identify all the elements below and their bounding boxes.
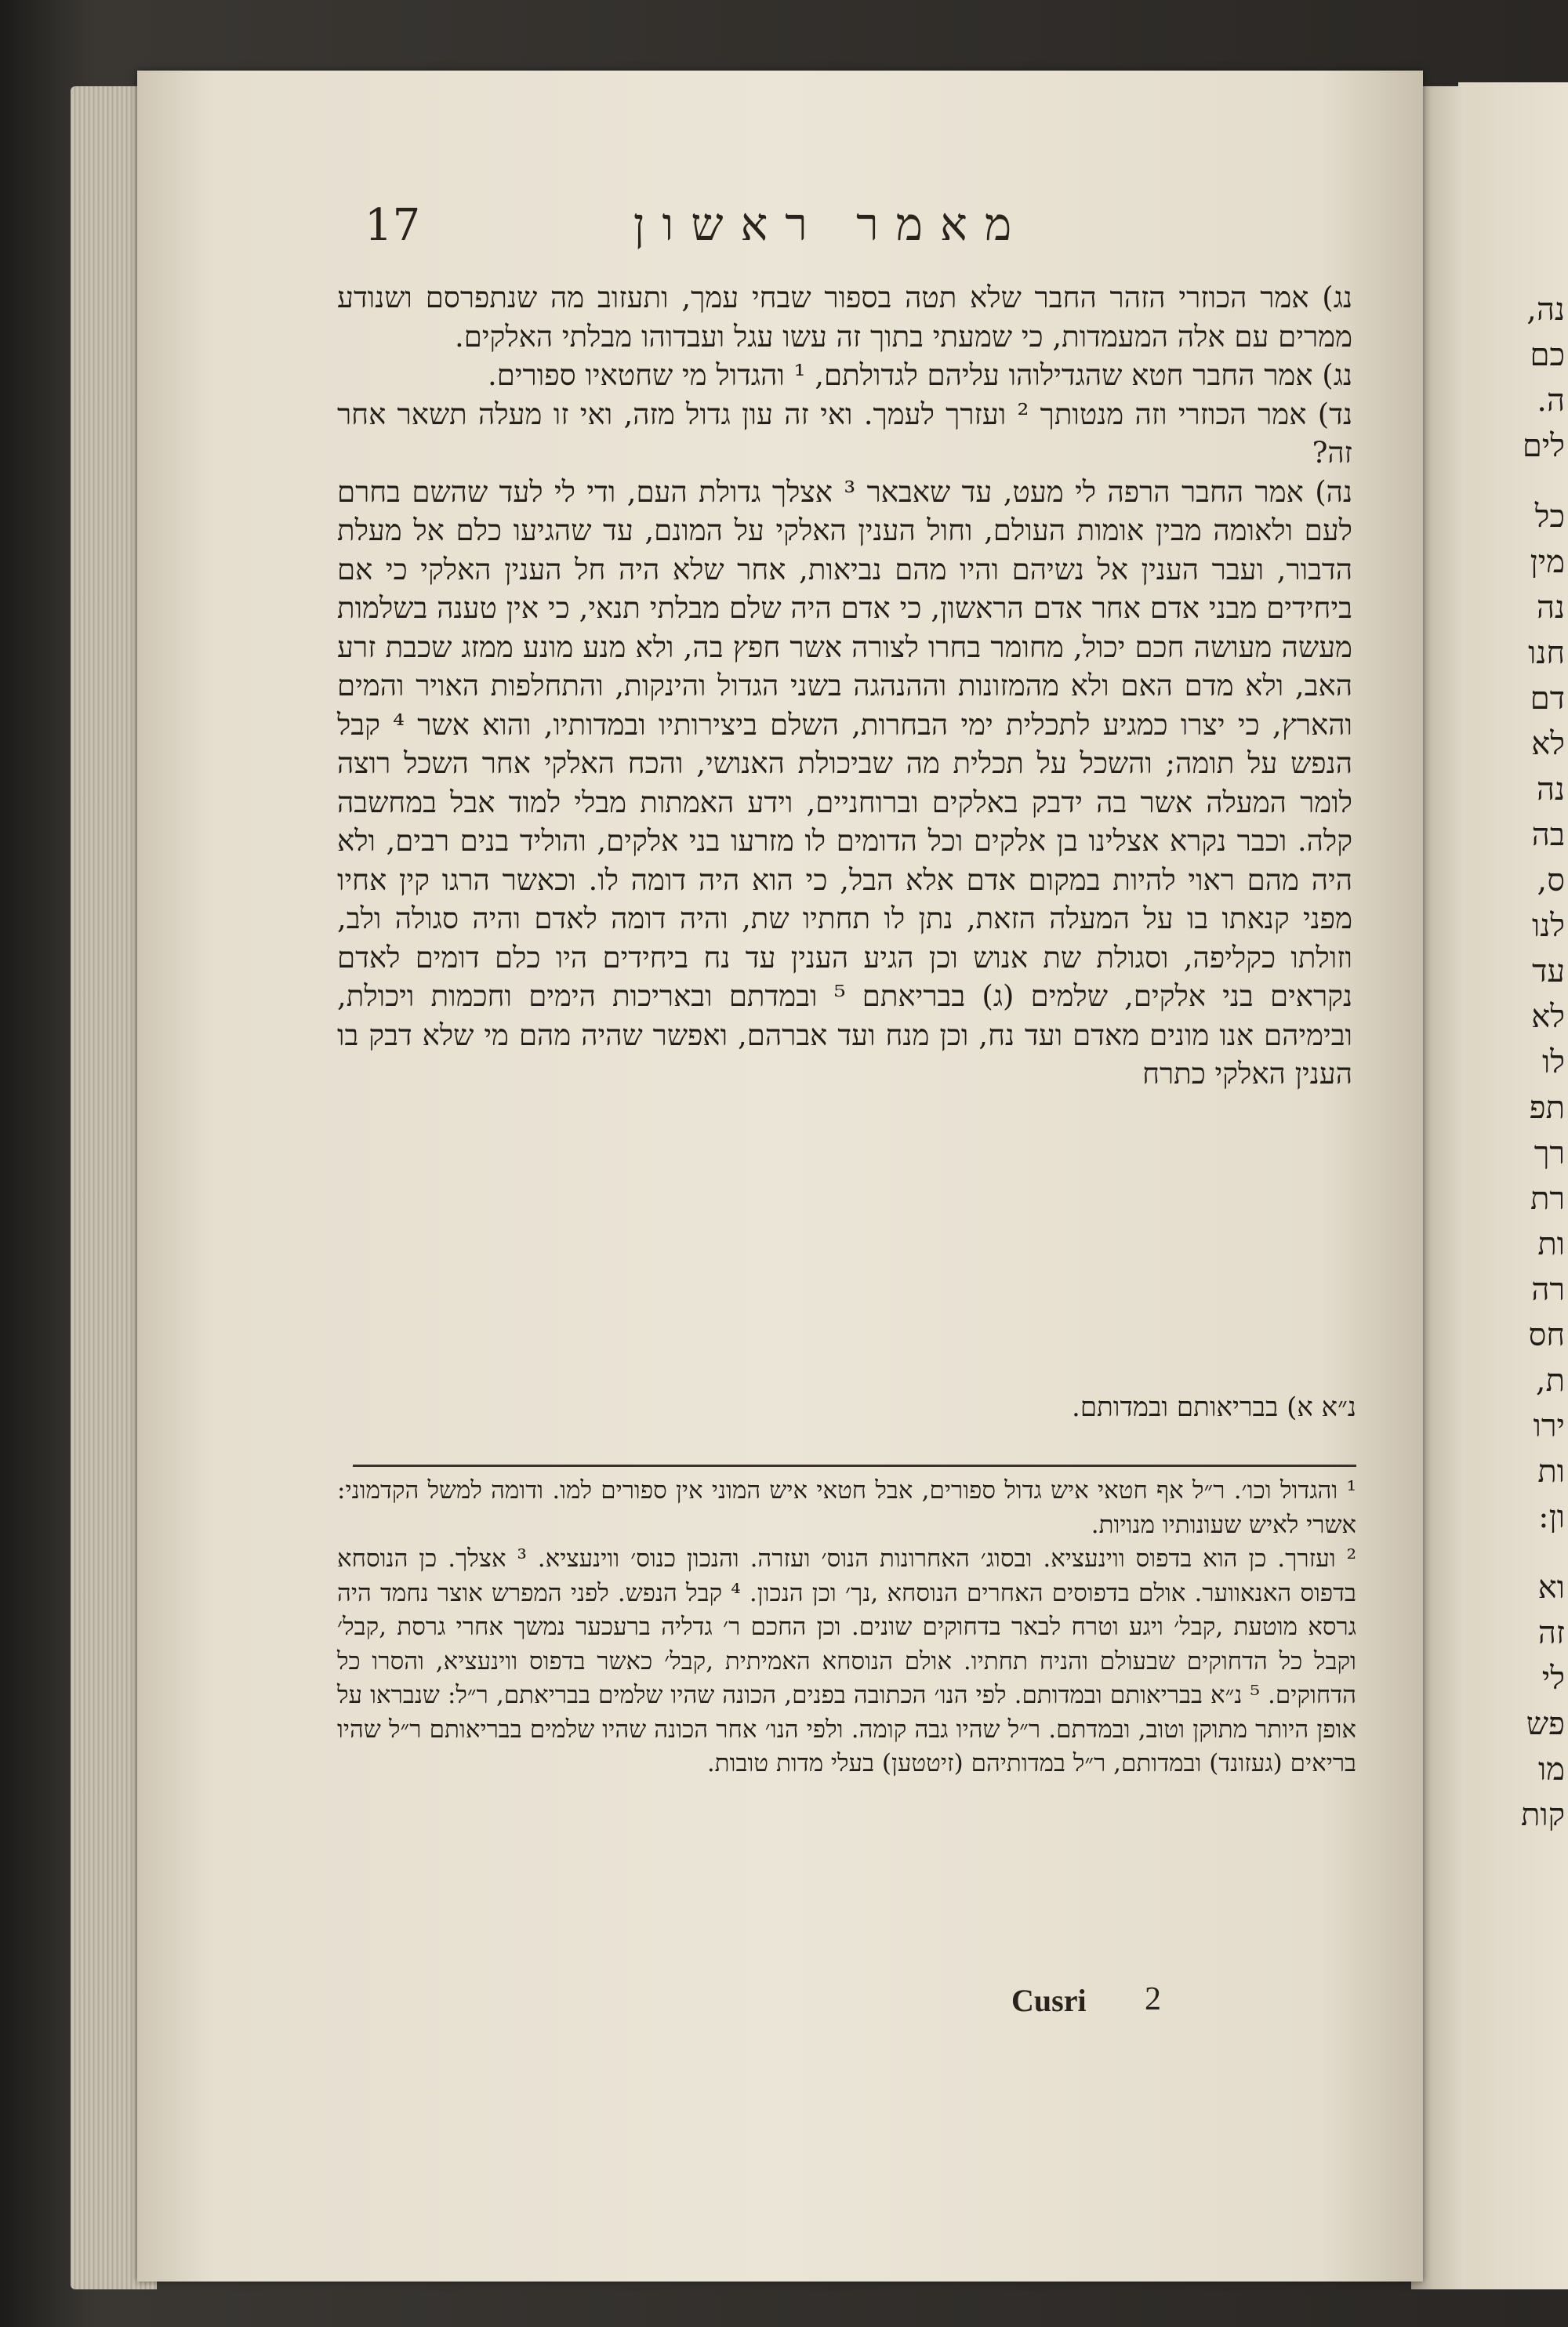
- facing-page-fragment: רת: [1530, 1183, 1565, 1214]
- facing-page-fragment: בה: [1531, 819, 1565, 851]
- facing-page-fragment: כל: [1534, 501, 1565, 532]
- paragraph-53b: נג) אמר החבר חטא שהגדילוהו עליהם לגדולתם, ¹ והגדול מי שחטאיו ספורים.: [488, 358, 1352, 392]
- facing-page-fragment: ות: [1537, 1456, 1565, 1487]
- facing-page-fragment: מין: [1530, 546, 1565, 578]
- variant-reading-note: נ״א א) בבריאותם ובמדותם.: [1072, 1392, 1356, 1423]
- facing-page-fragment: דם: [1530, 683, 1565, 714]
- facing-page-fragment: נה,: [1526, 294, 1565, 325]
- facing-page-fragment: לים: [1522, 430, 1565, 462]
- facing-page-fragment: חס: [1528, 1320, 1565, 1351]
- facing-page-fragment: לא: [1531, 728, 1565, 760]
- paragraph-54: נד) אמר הכוזרי וזה מנטותך ² ועזרך לעמך. ואי זה עון גדול מזה, ואי זו מעלה תשאר אחר זה?: [337, 397, 1352, 470]
- facing-page-fragment: מו: [1538, 1754, 1565, 1785]
- facing-page-fragment: חנו: [1528, 637, 1565, 669]
- facing-page-fragment: ה.: [1537, 385, 1565, 416]
- printer-signature-mark: Cusri: [1011, 1983, 1087, 2018]
- facing-page-fragment: נה: [1536, 774, 1565, 805]
- facing-page-fragment: לי: [1541, 1663, 1565, 1694]
- facing-page-fragment: ון:: [1538, 1501, 1565, 1533]
- facing-page-edge: [1458, 82, 1568, 2289]
- facing-page-fragment: זה: [1537, 1617, 1565, 1649]
- page-number: 17: [365, 200, 421, 251]
- paragraph-55: נה) אמר החבר הרפה לי מעט, עד שאבאר ³ אצלך גדולת העם, ודי לי לעד שהשם בחרם לעם ולאומה מבין אומות העולם, וחול הענין האלקי על המונם, עד שהגיעו כלם אל מעלת הדבור, ועבר הענין אל נשיהם והיו מהם נביאות, אחר שלא היה חל הענין האלקי כי אם ביחידים מבני אדם אחר אדם הראשון, כי אדם היה שלם מבלתי תנאי, כי אין טענה בשלמות מעשה מעושה חכם יכול, מחומר בחרו לצורה אשר חפץ בה, ולא מנע מונע ממזג שכבת זרע האב, ולא מדם האם ולא מהמזונות וההנהגה בשני הגדול והינקות, והתחלפות האויר והמים והארץ, כי יצרו כמגיע לתכלית ימי הבחרות, השלם ביצירותיו ובמדותיו, והוא אשר ⁴ קבל הנפש על תומה; והשכל על תכלית מה שביכולת האנושי, והכח האלקי אחר השכל רוצה לומר המעלה אשר בה ידבק באלקים וברוחניים, וידע האמתות מבלי למוד אבל במחשבה קלה. וכבר נקרא אצלינו בן אלקים וכל הדומים לו מזרעו בני אלקים, והוליד בנים רבים, ולא היה מהם ראוי להיות במקום אדם אלא הבל, כי הוא היה דומה לו. וכאשר הרגו קין אחיו מפני קנאתו בו על המעלה הזאת, נתן לו תחתיו שת, והיה דומה לאדם והיה סגולה ולב, וזולתו כקליפה, וסגולת שת אנוש וכן הגיע הענין עד נח ביחידים היו כלם דומים לאדם נקראים בני אלקים, שלמים (ג) בבריאתם ⁵ ובמדתם ובאריכות הימים וחכמות ויכולת, ובימיהם אנו מונים מאדם ועד נח, וכן מנח ועד אברהם, ואפשר שהיה מהם מי שלא דבק בו הענין האלקי כתרח: [337, 474, 1352, 1091]
- facing-page-fragment: עד: [1532, 956, 1565, 987]
- footnote-1: ¹ והגדול וכו׳. ר״ל אף חטאי איש גדול ספורים, אבל חטאי איש המוני אין ספורים למו. ודומה למשל הקדמוני: אשרי לאיש שעונותיו מנויות.: [337, 1476, 1356, 1539]
- running-title: מאמר ראשון: [633, 198, 1029, 251]
- signature-number: 2: [1145, 1981, 1161, 2017]
- facing-page-fragment: רך: [1534, 1138, 1565, 1169]
- facing-page-fragment: וא: [1537, 1572, 1565, 1603]
- facing-page-fragment: ס,: [1537, 865, 1565, 896]
- facing-page-fragment: ת,: [1535, 1365, 1565, 1396]
- facing-page-fragment: תפ: [1529, 1092, 1565, 1124]
- footnote-2-5: ² ועזרך. כן הוא בדפוס ווינעציא. ובסוג׳ האחרונות הנוס׳ ועזרה. והנכון כנוס׳ ווינעציא. ³ אצלך. כן הנוסחא בדפוס האנאווער. אולם בדפוסים האחרים הנוסחא ,נך׳ וכן הנכון. ⁴ קבל הנפש. לפני המפרש אוצר נחמד היה גרסא מוטעת ,קבל׳ ויגע וטרח לבאר בדחוקים שונים. וכן החכם ר׳ גדליה ברעכער נמשך אחרי גרסת ,קבל׳ וקבל כל הדחוקים שבעולם והניח תחתיו. אולם הנוסחא האמיתית ,קבל׳ כאשר בדפוס ווינעציא, והסרו כל הדחוקים. ⁵ נ״א בבריאותם ובמדותם. לפי הנו׳ הכתובה בפנים, הכונה שהיו שלמים בבריאתם, ר״ל: שנבראו על אופן היותר מתוקן וטוב, ובמדתם. ר״ל שהיו גבה קומה. ולפי הנו׳ אחר הכונה שהיו שלמים בבריאותם ר״ל שהיו בריאים (געזונד) ובמדותם, ר״ל במדותיהם (זיטטען) בעלי מדות טובות.: [337, 1545, 1356, 1777]
- facing-page-fragment: לנו: [1532, 910, 1565, 942]
- facing-page-fragment: פש: [1526, 1708, 1565, 1740]
- facing-page-fragment: כם: [1530, 339, 1565, 371]
- facing-page-fragment: ות: [1537, 1229, 1565, 1260]
- facing-page-fragment: לא: [1531, 1001, 1565, 1033]
- facing-page-fragment: ירו: [1533, 1410, 1565, 1442]
- footnote-rule: [353, 1465, 1356, 1467]
- main-text-body: [337, 278, 1352, 1094]
- paragraph-53: נג) אמר הכוזרי הזהר החבר שלא תטה בספור שבחי עמך, ותעזוב מה שנתפרסם ושנודע ממרים עם אלה המעמדות, כי שמעתי בתוך זה עשו עגל ועבדוהו מבלתי האלקים.: [337, 281, 1352, 354]
- facing-page-fragment: נה: [1536, 592, 1565, 623]
- footnotes: [337, 1474, 1356, 1781]
- facing-page-fragment: רה: [1531, 1274, 1565, 1305]
- facing-page-fragment: לו: [1542, 1047, 1565, 1078]
- facing-page-fragment: קות: [1520, 1799, 1565, 1831]
